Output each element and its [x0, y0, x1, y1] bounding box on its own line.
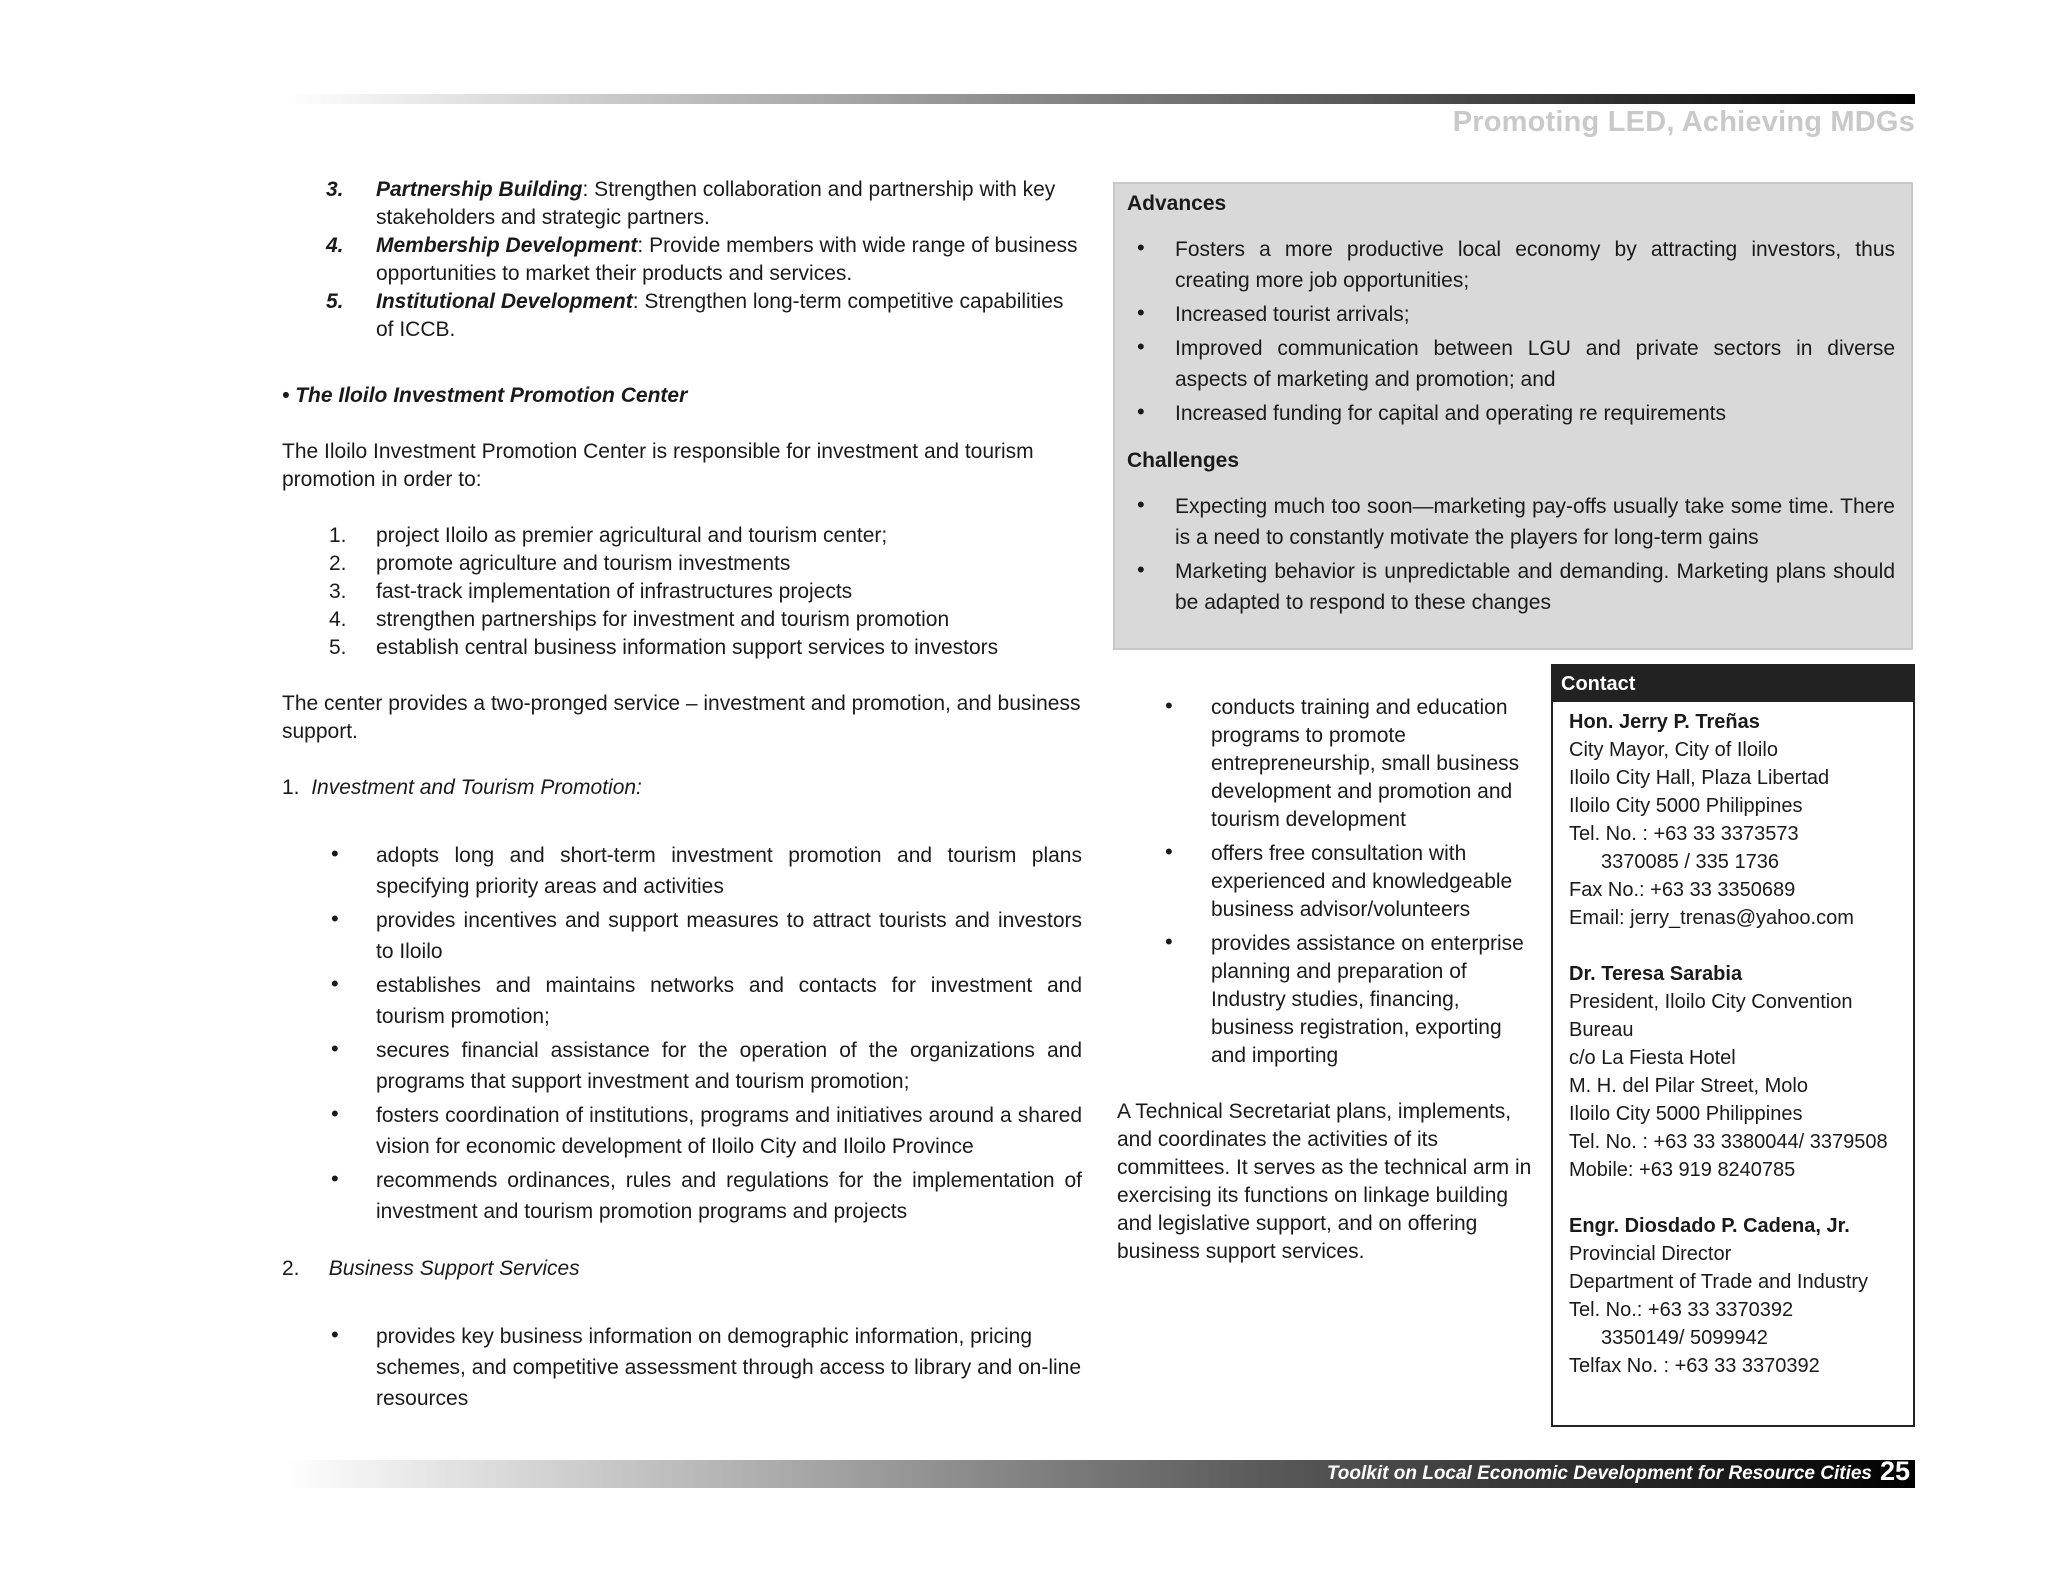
contact-line: Iloilo City Hall, Plaza Libertad [1569, 767, 1830, 789]
list-text: conducts training and education programs to promote entrepreneurship, small business development and promotion and tourism development [1211, 696, 1520, 831]
goals-list [282, 522, 1082, 662]
list-item [1127, 491, 1895, 553]
bullet-icon: • [1137, 300, 1145, 325]
running-title: Promoting LED, Achieving MDGs [1452, 106, 1915, 138]
list-item [282, 606, 1082, 634]
contact-line: Tel. No.: +63 33 3370392 [1569, 1299, 1794, 1321]
contact-name: Hon. Jerry P. Treñas [1569, 711, 1760, 733]
bullet-icon: • [1137, 235, 1145, 260]
bullet-icon: • [331, 1166, 339, 1191]
advances-challenges-box [1113, 182, 1913, 650]
list-text: provides incentives and support measures to attract tourists and investors to Iloilo [376, 909, 1082, 963]
list-item [282, 1321, 1082, 1414]
bullet-icon: • [1165, 839, 1173, 864]
objective-number: 3. [326, 178, 344, 201]
left-column [282, 176, 1082, 1414]
bullet-icon: • [331, 841, 339, 866]
list-text: establishes and maintains networks and contacts for investment and tourism promotion; [376, 974, 1082, 1028]
contact-line: 3350149/ 5099942 [1601, 1327, 1768, 1349]
secretariat-paragraph: A Technical Secretariat plans, implements, and coordinates the activities of its committees. It serves as the technical arm in exercising its functions on linkage building and legislative support, and on offering business support services. [1117, 1100, 1532, 1263]
list-text: strengthen partnerships for investment and tourism promotion [376, 608, 950, 631]
contact-email: Email: jerry_trenas@yahoo.com [1569, 907, 1854, 929]
bullet-icon: • [331, 1101, 339, 1126]
contact-line: M. H. del Pilar Street, Molo [1569, 1075, 1808, 1097]
list-number: 3. [329, 580, 347, 603]
section-bullet: • [282, 384, 290, 407]
list-text: provides key business information on demographic information, pricing schemes, and competitive assessment through access to library and on-line resources [376, 1325, 1082, 1410]
list-text: Fosters a more productive local economy by attracting investors, thus creating more job opportunities; [1175, 238, 1895, 292]
bullet-icon: • [331, 906, 339, 931]
list-item [282, 840, 1082, 902]
list-number: 1. [329, 524, 347, 547]
bullet-icon: • [331, 1036, 339, 1061]
objective-text: : Strengthen long-term competitive capabilities of ICCB. [376, 290, 1064, 341]
bullet-icon: • [331, 1322, 339, 1347]
list-item [282, 578, 1082, 606]
list-text: Marketing behavior is unpredictable and demanding. Marketing plans should be adapted to respond to these changes [1175, 560, 1895, 614]
list-number: 4. [329, 608, 347, 631]
contact-line: 3370085 / 335 1736 [1601, 851, 1779, 873]
bullet-icon: • [1137, 492, 1145, 517]
list-item [282, 550, 1082, 578]
page-number: 25 [1879, 1456, 1910, 1486]
bullet-icon: • [1137, 399, 1145, 424]
objective-text: : Strengthen collaboration and partnership with key stakeholders and strategic partners. [376, 178, 1056, 229]
objective-text: : Provide members with wide range of business opportunities to market their products and services. [376, 234, 1078, 285]
contact-line: City Mayor, City of Iloilo [1569, 739, 1778, 761]
contact-line: Fax No.: +63 33 3350689 [1569, 879, 1796, 901]
list-number: 2. [329, 552, 347, 575]
objective-term: Membership Development [376, 234, 638, 257]
list-item [1127, 556, 1895, 618]
contact-line: Provincial Director [1569, 1243, 1732, 1265]
list-item [1127, 299, 1895, 330]
list-item [1117, 840, 1537, 924]
contact-line: President, Iloilo City Convention Bureau [1569, 991, 1853, 1041]
service1-list [282, 840, 1082, 1227]
list-item [282, 1035, 1082, 1097]
list-item [282, 634, 1082, 662]
contact-line: Iloilo City 5000 Philippines [1569, 795, 1803, 817]
contact-heading: Contact [1553, 666, 1913, 702]
list-item [282, 522, 1082, 550]
footer-title: Toolkit on Local Economic Development for Resource Cities [1326, 1463, 1872, 1484]
contact-line: c/o La Fiesta Hotel [1569, 1047, 1736, 1069]
contact-line: Iloilo City 5000 Philippines [1569, 1103, 1803, 1125]
contact-name: Dr. Teresa Sarabia [1569, 963, 1743, 985]
list-item [282, 1100, 1082, 1162]
contact-line: Department of Trade and Industry [1569, 1271, 1869, 1293]
list-text: establish central business information support services to investors [376, 636, 999, 659]
list-text: secures financial assistance for the operation of the organizations and programs that support investment and tourism promotion; [376, 1039, 1082, 1093]
objective-number: 5. [326, 290, 344, 313]
list-text: Increased funding for capital and operating re requirements [1175, 402, 1727, 425]
objective-item [282, 288, 1082, 344]
header-rule [283, 94, 1915, 104]
list-item [1127, 333, 1895, 395]
section-intro: The Iloilo Investment Promotion Center is responsible for investment and tourism promotion in order to: [282, 440, 1034, 491]
list-item [1117, 694, 1537, 834]
contact-line: Tel. No. : +63 33 3373573 [1569, 823, 1799, 845]
list-text: offers free consultation with experienced and knowledgeable business advisor/volunteers [1211, 842, 1513, 921]
objective-number: 4. [326, 234, 344, 257]
section-title: The Iloilo Investment Promotion Center [295, 384, 688, 407]
list-text: Expecting much too soon—marketing pay-offs usually take some time. There is a need to constantly motivate the players for long-term gains [1175, 495, 1895, 549]
list-item [1127, 398, 1895, 429]
service1-title: Investment and Tourism Promotion: [311, 776, 642, 799]
service2-title: Business Support Services [328, 1257, 580, 1280]
objective-item [282, 176, 1082, 232]
objective-term: Institutional Development [376, 290, 633, 313]
list-text: adopts long and short-term investment promotion and tourism plans specifying priority areas and activities [376, 844, 1082, 898]
list-text: project Iloilo as premier agricultural and tourism center; [376, 524, 888, 547]
list-text: fosters coordination of institutions, programs and initiatives around a shared vision for economic development of Iloilo City and Iloilo Province [376, 1104, 1082, 1158]
service1-number: 1. [282, 776, 300, 799]
advances-heading: Advances [1127, 192, 1227, 215]
objective-item [282, 232, 1082, 288]
service-intro: The center provides a two-pronged service – investment and promotion, and business support. [282, 692, 1081, 743]
service2-number: 2. [282, 1257, 300, 1280]
list-number: 5. [329, 636, 347, 659]
bullet-icon: • [1165, 929, 1173, 954]
contact-name: Engr. Diosdado P. Cadena, Jr. [1569, 1215, 1850, 1237]
list-text: Improved communication between LGU and private sectors in diverse aspects of marketing and promotion; and [1175, 337, 1895, 391]
middle-column [1117, 688, 1537, 1266]
bullet-icon: • [1165, 693, 1173, 718]
list-item [282, 970, 1082, 1032]
list-text: promote agriculture and tourism investments [376, 552, 791, 575]
list-text: Increased tourist arrivals; [1175, 303, 1410, 326]
service2-list [282, 1321, 1082, 1414]
list-text: provides assistance on enterprise planning and preparation of Industry studies, financing, business registration, exporting and importing [1211, 932, 1524, 1067]
objective-term: Partnership Building [376, 178, 583, 201]
list-item [282, 905, 1082, 967]
list-item [1127, 234, 1895, 296]
bullet-icon: • [1137, 557, 1145, 582]
contact-line: Mobile: +63 919 8240785 [1569, 1159, 1796, 1181]
challenges-heading: Challenges [1127, 449, 1240, 472]
contact-line: Tel. No. : +63 33 3380044/ 3379508 [1569, 1131, 1888, 1153]
bullet-icon: • [1137, 334, 1145, 359]
contact-box [1551, 664, 1915, 1427]
list-item [1117, 930, 1537, 1070]
contact-line: Telfax No. : +63 33 3370392 [1569, 1355, 1820, 1377]
service1-heading [282, 774, 1082, 802]
service2-heading [282, 1255, 1082, 1283]
list-item [282, 1165, 1082, 1227]
bullet-icon: • [331, 971, 339, 996]
section-heading [282, 382, 1082, 410]
list-text: fast-track implementation of infrastructures projects [376, 580, 853, 603]
list-text: recommends ordinances, rules and regulations for the implementation of investment and tourism promotion programs and projects [376, 1169, 1082, 1223]
